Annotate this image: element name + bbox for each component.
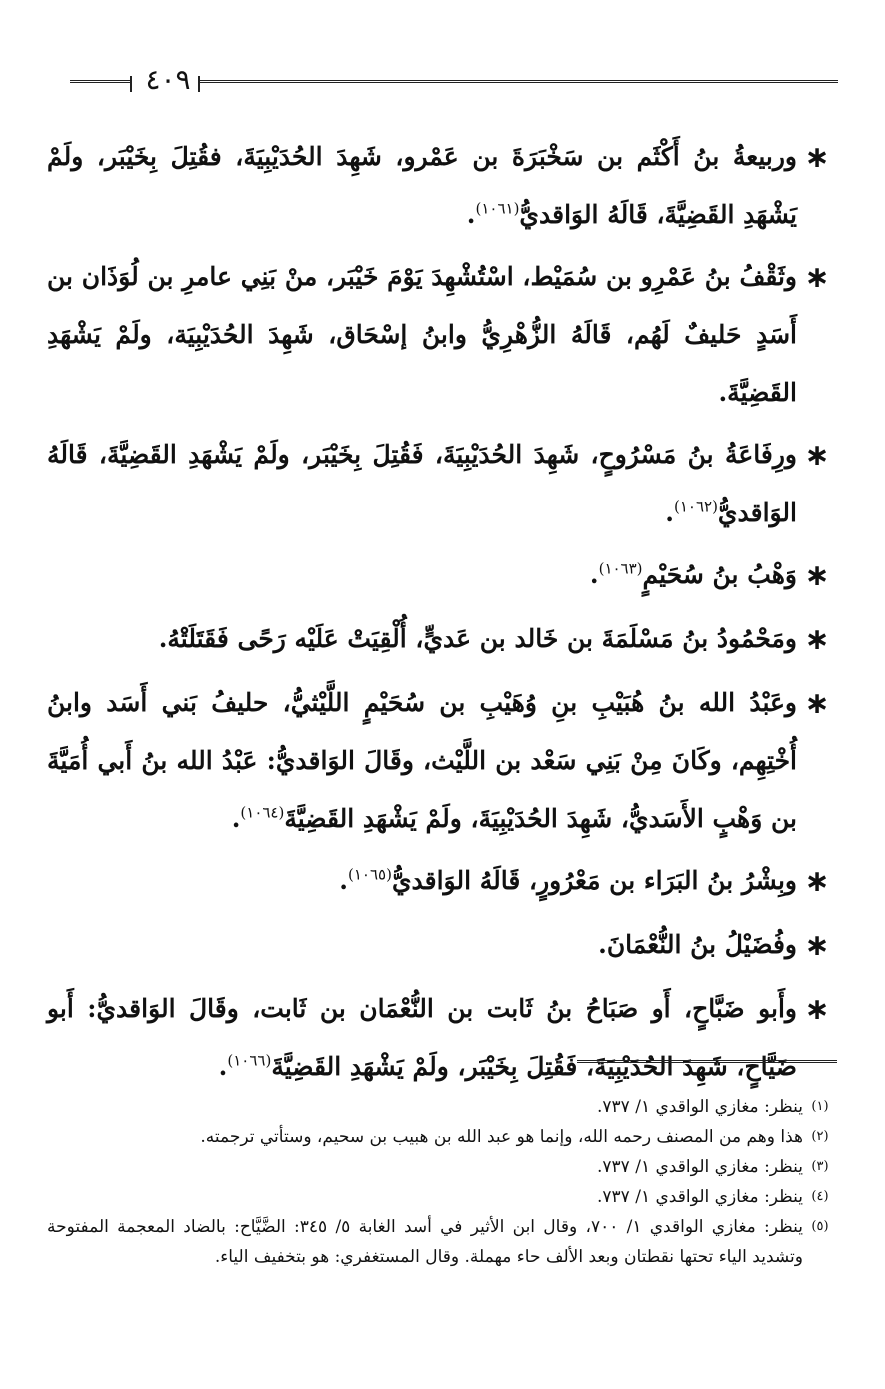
footnote-text: ينظر: مغازي الواقدي ١/ ٧٠٠، وقال ابن الأثير في أسد الغابة ٥/ ٣٤٥: الضَّيَّاح: بالضاد المعجمة المفتوحة وتشديد الياء تحتها نقطتان وبعد الألف حاء مهملة. وقال المستغفري: هو بتخفيف الياء. — [47, 1217, 803, 1267]
asterisk-icon: ∗ — [804, 686, 830, 721]
footnote — [47, 1152, 837, 1182]
entry-body: وأَبو ضَبَّاحٍ، أَو صَبَاحُ بنُ ثَابت بن النُّعْمَان بن ثَابت، وقَالَ الوَاقديُّ: أَبو ضَيَّاحٍ، شَهِدَ الحُدَيْبِيَةَ، فَقُتِلَ بِخَيْبَر، ولَمْ يَشْهَدِ القَضِيَّةَ — [47, 994, 797, 1081]
header-rule-left — [70, 80, 130, 83]
footnote — [47, 1122, 837, 1152]
entry-text: وَهْبُ بنُ سُحَيْمٍ$^{(١٠٦٣)}$. — [589, 559, 797, 589]
entry-text: وبِشْرُ بنُ البَرَاء بن مَعْرُورٍ، قَالَهُ الوَاقديُّ$^{(١٠٦٥)}$. — [339, 865, 797, 895]
footnote-text: ينظر: مغازي الواقدي ١/ ٧٣٧. — [597, 1187, 803, 1207]
entry-body: وثَقْفُ بنُ عَمْرِو بن سُمَيْط، اسْتُشْهِدَ يَوْمَ خَيْبَر، منْ بَنِي عامرِ بن لُوَذَان بن أَسَدٍ حَليفٌ لَهُم، قَالَهُ الزُّهْرِيُّ وابنُ إسْحَاق، شَهِدَ الحُدَيْبِيَة، ولَمْ يَشْهَدِ القَضِيَّةَ. — [47, 262, 797, 407]
asterisk-icon: ∗ — [804, 140, 830, 175]
list-item — [47, 610, 837, 670]
asterisk-icon: ∗ — [804, 992, 830, 1027]
reference-number: (١٠٦٤) — [240, 803, 285, 822]
reference-number: (١٠٦٣) — [598, 559, 643, 578]
entry-text: وعَبْدُ الله بنُ هُبَيْبِ بنِ وُهَيْبِ بن سُحَيْمٍ اللَّيْثيُّ، حليفُ بَني أَسَد وابنُ أُخْتِهِم، وكَانَ مِنْ بَنِي سَعْد بن اللَّيْث، وقَالَ الوَاقديُّ: عَبْدُ الله بنُ أَبي أُمَيَّةَ بن وَهْبٍ الأَسَديُّ، شَهِدَ الحُدَيْبِيَةَ، ولَمْ يَشْهَدِ القَضِيَّةَ$^{(١٠٦٤)}$. — [47, 688, 797, 833]
entry-body: وعَبْدُ الله بنُ هُبَيْبِ بنِ وُهَيْبِ بن سُحَيْمٍ اللَّيْثيُّ، حليفُ بَني أَسَد وابنُ أُخْتِهِم، وكَانَ مِنْ بَنِي سَعْد بن اللَّيْث، وقَالَ الوَاقديُّ: عَبْدُ الله بنُ أَبي أُمَيَّةَ بن وَهْبٍ الأَسَديُّ، شَهِدَ الحُدَيْبِيَةَ، ولَمْ يَشْهَدِ القَضِيَّةَ — [47, 688, 797, 833]
entry-text — [47, 248, 797, 422]
list-item — [47, 426, 837, 542]
footnote-number: (٢) — [811, 1129, 829, 1144]
reference-number: (١٠٦٦) — [227, 1051, 272, 1070]
footnote-number: (٣) — [811, 1159, 829, 1174]
list-item — [47, 546, 837, 606]
asterisk-icon: ∗ — [804, 864, 830, 899]
asterisk-icon: ∗ — [804, 622, 830, 657]
reference-number: (١٠٦١) — [475, 199, 520, 218]
footnote-text: ينظر: مغازي الواقدي ١/ ٧٣٧. — [597, 1157, 803, 1177]
footnote-separator — [577, 1060, 837, 1063]
footnote-text: هذا وهم من المصنف رحمه الله، وإنما هو عبد الله بن هبيب بن سحيم، وستأتي ترجمته. — [200, 1127, 803, 1147]
entry-body: وربيعةُ بنُ أَكْثَم بن سَخْبَرَةَ بن عَمْرو، شَهِدَ الحُدَيْبِيَةَ، فقُتِلَ بِخَيْبَر، ولَمْ يَشْهَدِ القَضِيَّةَ، قَالَهُ الوَاقديُّ — [47, 142, 797, 229]
footnote-number: (٥) — [811, 1219, 829, 1234]
header-rule-divider — [130, 76, 132, 92]
page-number: ٤٠٩ — [145, 63, 191, 96]
entry-text — [47, 610, 797, 668]
entry-body: وبِشْرُ بنُ البَرَاء بن مَعْرُورٍ، قَالَهُ الوَاقديُّ — [391, 866, 797, 895]
footnote — [47, 1092, 837, 1122]
main-text — [47, 128, 837, 1100]
entry-body: وفُضَيْلُ بنُ النُّعْمَانَ. — [598, 930, 797, 959]
footnote-text: ينظر: مغازي الواقدي ١/ ٧٣٧. — [597, 1097, 803, 1117]
footnote — [47, 1212, 837, 1272]
entry-body: وَهْبُ بنُ سُحَيْمٍ — [642, 560, 797, 589]
list-item — [47, 852, 837, 912]
asterisk-icon: ∗ — [804, 928, 830, 963]
entry-text: وأَبو ضَبَّاحٍ، أَو صَبَاحُ بنُ ثَابت بن النُّعْمَان بن ثَابت، وقَالَ الوَاقديُّ: أَبو ضَيَّاحٍ، شَهِدَ الحُدَيْبِيَةَ، فَقُتِلَ بِخَيْبَر، ولَمْ يَشْهَدِ القَضِيَّةَ$^{(١٠٦٦)}$. — [47, 994, 797, 1081]
entry-body: ورِفَاعَةُ بنُ مَسْرُوحٍ، شَهِدَ الحُدَيْبِيَةَ، فَقُتِلَ بِخَيْبَر، ولَمْ يَشْهَدِ القَضِيَّةَ، قَالَهُ الوَاقديُّ — [47, 440, 797, 527]
footnotes — [47, 1092, 837, 1272]
asterisk-icon: ∗ — [804, 438, 830, 473]
entry-text — [47, 916, 797, 974]
list-item — [47, 674, 837, 848]
asterisk-icon: ∗ — [804, 558, 830, 593]
list-item — [47, 128, 837, 244]
header-rule-right — [200, 80, 838, 83]
entry-text: ورِفَاعَةُ بنُ مَسْرُوحٍ، شَهِدَ الحُدَيْبِيَةَ، فَقُتِلَ بِخَيْبَر، ولَمْ يَشْهَدِ القَضِيَّةَ، قَالَهُ الوَاقديُّ$^{(١٠٦٢)}$. — [47, 440, 797, 527]
list-item — [47, 248, 837, 422]
entry-text: وربيعةُ بنُ أَكْثَم بن سَخْبَرَةَ بن عَمْرو، شَهِدَ الحُدَيْبِيَةَ، فقُتِلَ بِخَيْبَر، ولَمْ يَشْهَدِ القَضِيَّةَ، قَالَهُ الوَاقديُّ$^{(١٠٦١)}$. — [47, 142, 797, 229]
reference-number: (١٠٦٢) — [673, 497, 718, 516]
entry-body: ومَحْمُودُ بنُ مَسْلَمَةَ بن خَالد بن عَديٍّ، أُلْقِيَتْ عَلَيْه رَحًى فَقَتَلَتْهُ. — [158, 624, 797, 653]
list-item — [47, 980, 837, 1096]
reference-number: (١٠٦٥) — [348, 865, 392, 884]
footnote-number: (١) — [811, 1099, 829, 1114]
footnote — [47, 1182, 837, 1212]
list-item — [47, 916, 837, 976]
footnote-number: (٤) — [811, 1189, 829, 1204]
asterisk-icon: ∗ — [804, 260, 830, 295]
